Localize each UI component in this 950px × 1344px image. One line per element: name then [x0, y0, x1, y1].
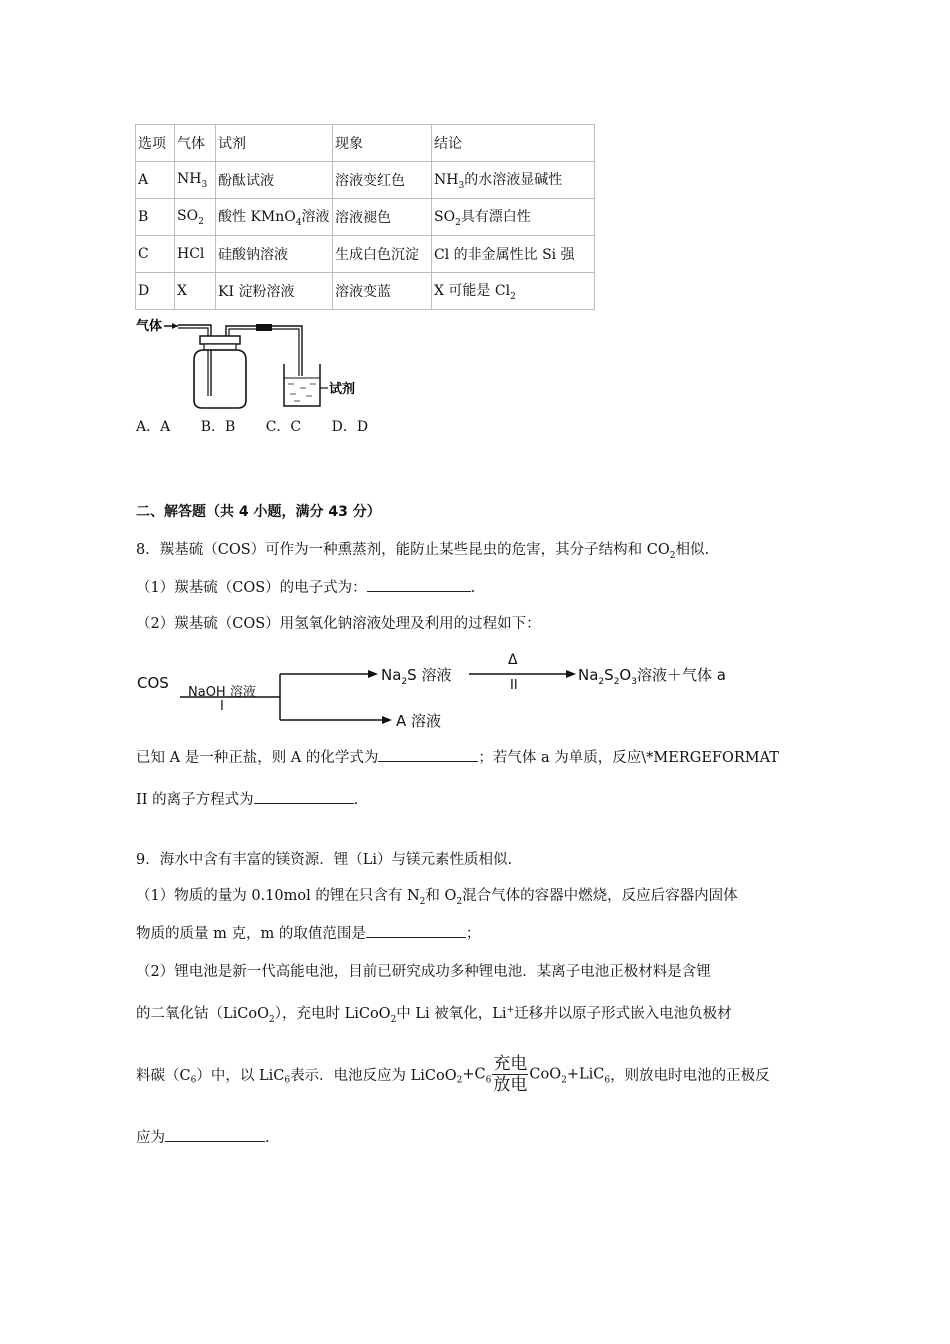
header-cell: 试剂: [216, 125, 333, 162]
reagent-cell: 酚酞试液: [216, 162, 333, 199]
reagent-label: 试剂: [329, 382, 356, 397]
charge-discharge-fraction: $\frac{\text{充电}}{\text{放电}}$: [493, 1054, 528, 1095]
option-cell: B: [136, 199, 175, 236]
phenomenon-cell: 溶液变蓝: [333, 273, 432, 310]
arrowhead-icon: [382, 716, 392, 724]
table-row: [136, 199, 595, 236]
q9-part2: （2）锂电池是新一代高能电池，目前已研究成功多种锂电池．某离子电池正极材料是含锂: [136, 964, 711, 980]
header-cell: 选项: [136, 125, 175, 162]
q9-part1: （1）物质的量为 0.10mol 的锂在只含有 $N_2$和 $O_2$混合气体的容器中燃烧，反应后容器内固体: [136, 888, 738, 907]
q8-part1: （1）羰基硫（COS）的电子式为： .: [136, 576, 475, 597]
q9-part2-end: 应为 .: [136, 1126, 270, 1147]
conclusion-cell: Cl 的非金属性比 Si 强: [432, 236, 595, 273]
conclusion-cell: $SO_2$具有漂白性: [432, 199, 595, 236]
flow-step2-number: II: [510, 678, 518, 693]
q9-part2-line2: 的二氧化钴（LiCoO$_2$），充电时 LiCoO$_2$中 Li 被氧化，Li+迁移并以原子形式嵌入电池负极材: [136, 1005, 732, 1025]
answer-blank[interactable]: [254, 789, 354, 804]
header-cell: 气体: [175, 125, 216, 162]
flow-step2-condition: Δ: [508, 652, 518, 668]
flow-arrows: [136, 650, 756, 740]
gas-cell: $NH_3$: [175, 162, 216, 199]
reagent-cell: 硅酸钠溶液: [216, 236, 333, 273]
cos-process-flow-diagram: [136, 650, 756, 740]
flow-step1-number: I: [220, 699, 224, 714]
q8-part3: 已知 A 是一种正盐，则 A 的化学式为 ；若气体 a 为单质，反应\*MERGEFORMAT: [136, 746, 779, 767]
conclusion-cell: X 可能是 $Cl_2$: [432, 273, 595, 310]
flow-product-a: A 溶液: [396, 712, 442, 730]
conclusion-cell: $NH_3$的水溶液显碱性: [432, 162, 595, 199]
flow-start: COS: [137, 674, 169, 692]
flow-product-na2s: $Na_2S$ 溶液: [381, 666, 452, 687]
option-cell: D: [136, 273, 175, 310]
table-row: [136, 236, 595, 273]
choice-a[interactable]: A．A: [136, 419, 171, 435]
flow-step1-reagent: NaOH 溶液: [188, 685, 256, 700]
table-row: [136, 162, 595, 199]
table-row: [136, 273, 595, 310]
phenomenon-cell: 溶液变红色: [333, 162, 432, 199]
reagent-cell: KI 淀粉溶液: [216, 273, 333, 310]
answer-choices: [136, 416, 368, 436]
answer-blank[interactable]: [165, 1127, 265, 1142]
option-cell: A: [136, 162, 175, 199]
phenomenon-cell: 生成白色沉淀: [333, 236, 432, 273]
answer-blank[interactable]: [366, 923, 466, 938]
q9-battery-reaction: 料碳$(C_6)$中，以 LiC$_6$表示．电池反应为 $LiCoO_2+C_6$ $\frac{\text{充电}}{\text{放电}}$ CoO$_2$+LiC$_6$，则放电时电池的正极反: [136, 1054, 770, 1095]
choice-b[interactable]: B．B: [200, 419, 236, 435]
flow-final-product: $Na_2S_2O_3$溶液＋气体 a: [578, 666, 726, 687]
outlet-tube: [226, 326, 302, 376]
gas-cell: X: [175, 273, 216, 310]
gas-cell: $SO_2$: [175, 199, 216, 236]
section-title: 二、解答题（共 4 小题，满分 43 分）: [136, 504, 381, 520]
option-cell: C: [136, 236, 175, 273]
q9-stem: 9．海水中含有丰富的镁资源．锂（Li）与镁元素性质相似.: [136, 852, 513, 868]
q8-part2: （2）羰基硫（COS）用氢氧化钠溶液处理及利用的过程如下：: [136, 616, 541, 632]
phenomenon-cell: 溶液褪色: [333, 199, 432, 236]
header-cell: 现象: [333, 125, 432, 162]
gas-label: 气体: [136, 319, 163, 334]
header-cell: 结论: [432, 125, 595, 162]
arrowhead-icon: [368, 670, 378, 678]
arrowhead-icon: [566, 670, 576, 678]
q8-stem: 8．羰基硫（COS）可作为一种熏蒸剂，能防止某些昆虫的危害，其分子结构和 $CO_2$相似.: [136, 542, 710, 561]
wash-bottle: [194, 350, 246, 408]
bottle-stopper: [200, 336, 240, 344]
choice-c[interactable]: C．C: [265, 419, 302, 435]
table-header-row: [136, 125, 595, 162]
reagent-cell: 酸性 KMnO$_4$溶液: [216, 199, 333, 236]
answer-blank[interactable]: [367, 577, 471, 592]
arrowhead-icon: [172, 323, 178, 329]
q8-part4: II 的离子方程式为 .: [136, 788, 358, 809]
rubber-connector: [256, 324, 272, 331]
gas-washing-apparatus-diagram: [134, 316, 374, 412]
options-table: [135, 124, 595, 310]
q9-part1-line2: 物质的质量 m 克，m 的取值范围是 ；: [136, 922, 480, 943]
choice-d[interactable]: D．D: [331, 419, 369, 435]
answer-blank[interactable]: [378, 747, 478, 762]
gas-cell: HCl: [175, 236, 216, 273]
